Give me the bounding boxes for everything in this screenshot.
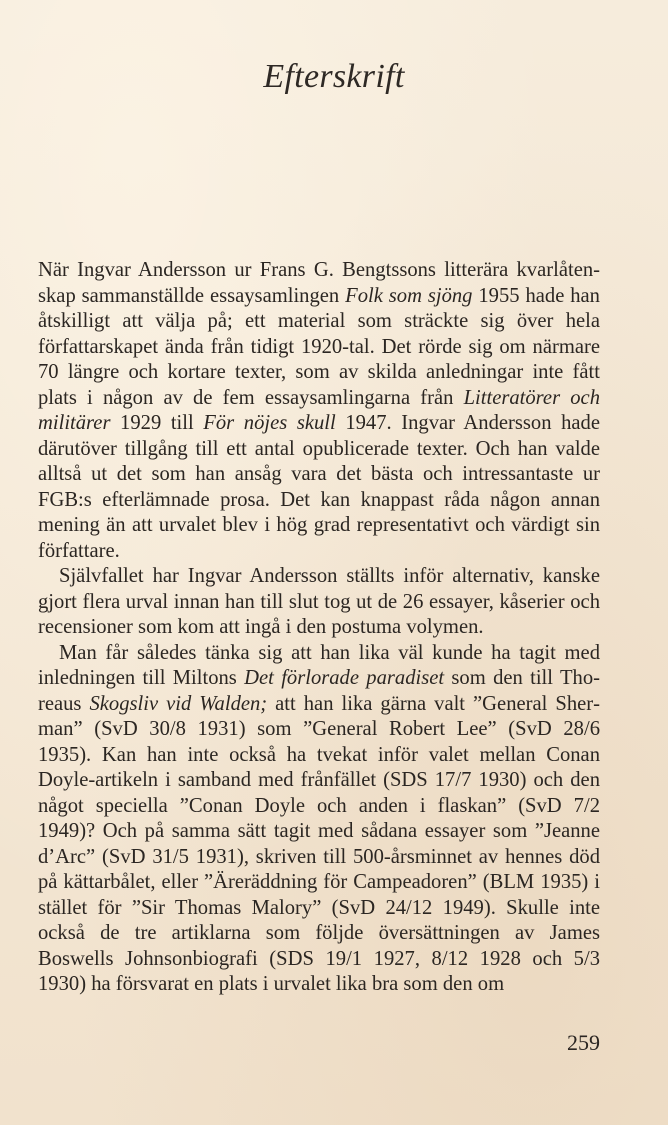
italic-title-run: Folk som sjöng: [345, 284, 473, 307]
text-run: Man får således tänka sig att han lika väl kunde ha tagit med inledningen till Miltons: [38, 641, 600, 689]
body-text: [38, 258, 600, 998]
page-number: 259: [567, 1030, 600, 1055]
italic-title-run: Litteratörer och militärer: [38, 386, 600, 434]
paragraph-3: [38, 641, 600, 998]
italic-title-run: Det förlorade paradiset: [244, 667, 445, 689]
text-run: att han lika gärna valt ”General Sherman” (SvD 30/8 1931) som ”General Robert Lee” (SvD 28/6 1935). Kan han inte också ha tvekat inför valet mellan Conan Doyle-artikeln i samband med frånfället (SDS 17/7 1930) och den något speciella ”Conan Doyle och anden i flaskan” (SvD 7/2 1949)? Och på samma sätt tagit med sådana essayer som ”Jeanne d’Arc” (SvD 31/5 1931), skriven till 500-årsminnet av hennes död på kättarbålet, eller ”Äreräddning för Campeadoren” (BLM 1935) i stället för ”Sir Thomas Malory” (SvD 24/12 1949). Skulle inte också de tre artiklarna som följde översättningen av James Boswells Johnsonbiografi (SDS 19/1 1927, 8/12 1928 och 5/3 1930) ha försvarat en plats i urvalet lika bra som den om: [38, 692, 600, 995]
text-run: som den till Thoreaus: [38, 667, 600, 715]
text-run: Självfallet har Ingvar Andersson ställts inför alternativ, kanske gjort flera urval innan han till slut tog ut de 26 essayer, kåserier och recensioner som kom att ingå i den postuma volymen.: [38, 565, 600, 638]
text-run: 1955 hade han åtskilligt att välja på; ett material som sträckte sig över hela författarskapet ända från tidigt 1920-tal. Det rörde sig om närmare 70 längre och kortare texter, som av skilda anledningar inte fått plats i någon av de fem essaysamlingarna från: [38, 284, 600, 409]
text-run: 1929 till: [110, 412, 204, 434]
text-run: 1947. Ingvar Andersson hade därutöver tillgång till ett antal opublicerade texter. Och han valde alltså ut det som han ansåg vara det bästa och intressantaste ur FGB:s efterlämnade prosa. Det kan knappast råda någon annan mening än att urvalet blev i hög grad representativt och värdigt sin författare.: [38, 412, 600, 562]
italic-title-run: För nöjes skull: [203, 412, 336, 434]
paragraph-2: [38, 564, 600, 641]
chapter-title: Efterskrift: [263, 58, 405, 95]
text-run: När Ingvar Andersson ur Frans G. Bengtssons litterära kvarlåtenskap sammanställde essaysamlingen: [38, 259, 600, 307]
italic-title-run: Skogsliv vid Walden;: [89, 692, 268, 715]
paragraph-1: [38, 258, 600, 564]
